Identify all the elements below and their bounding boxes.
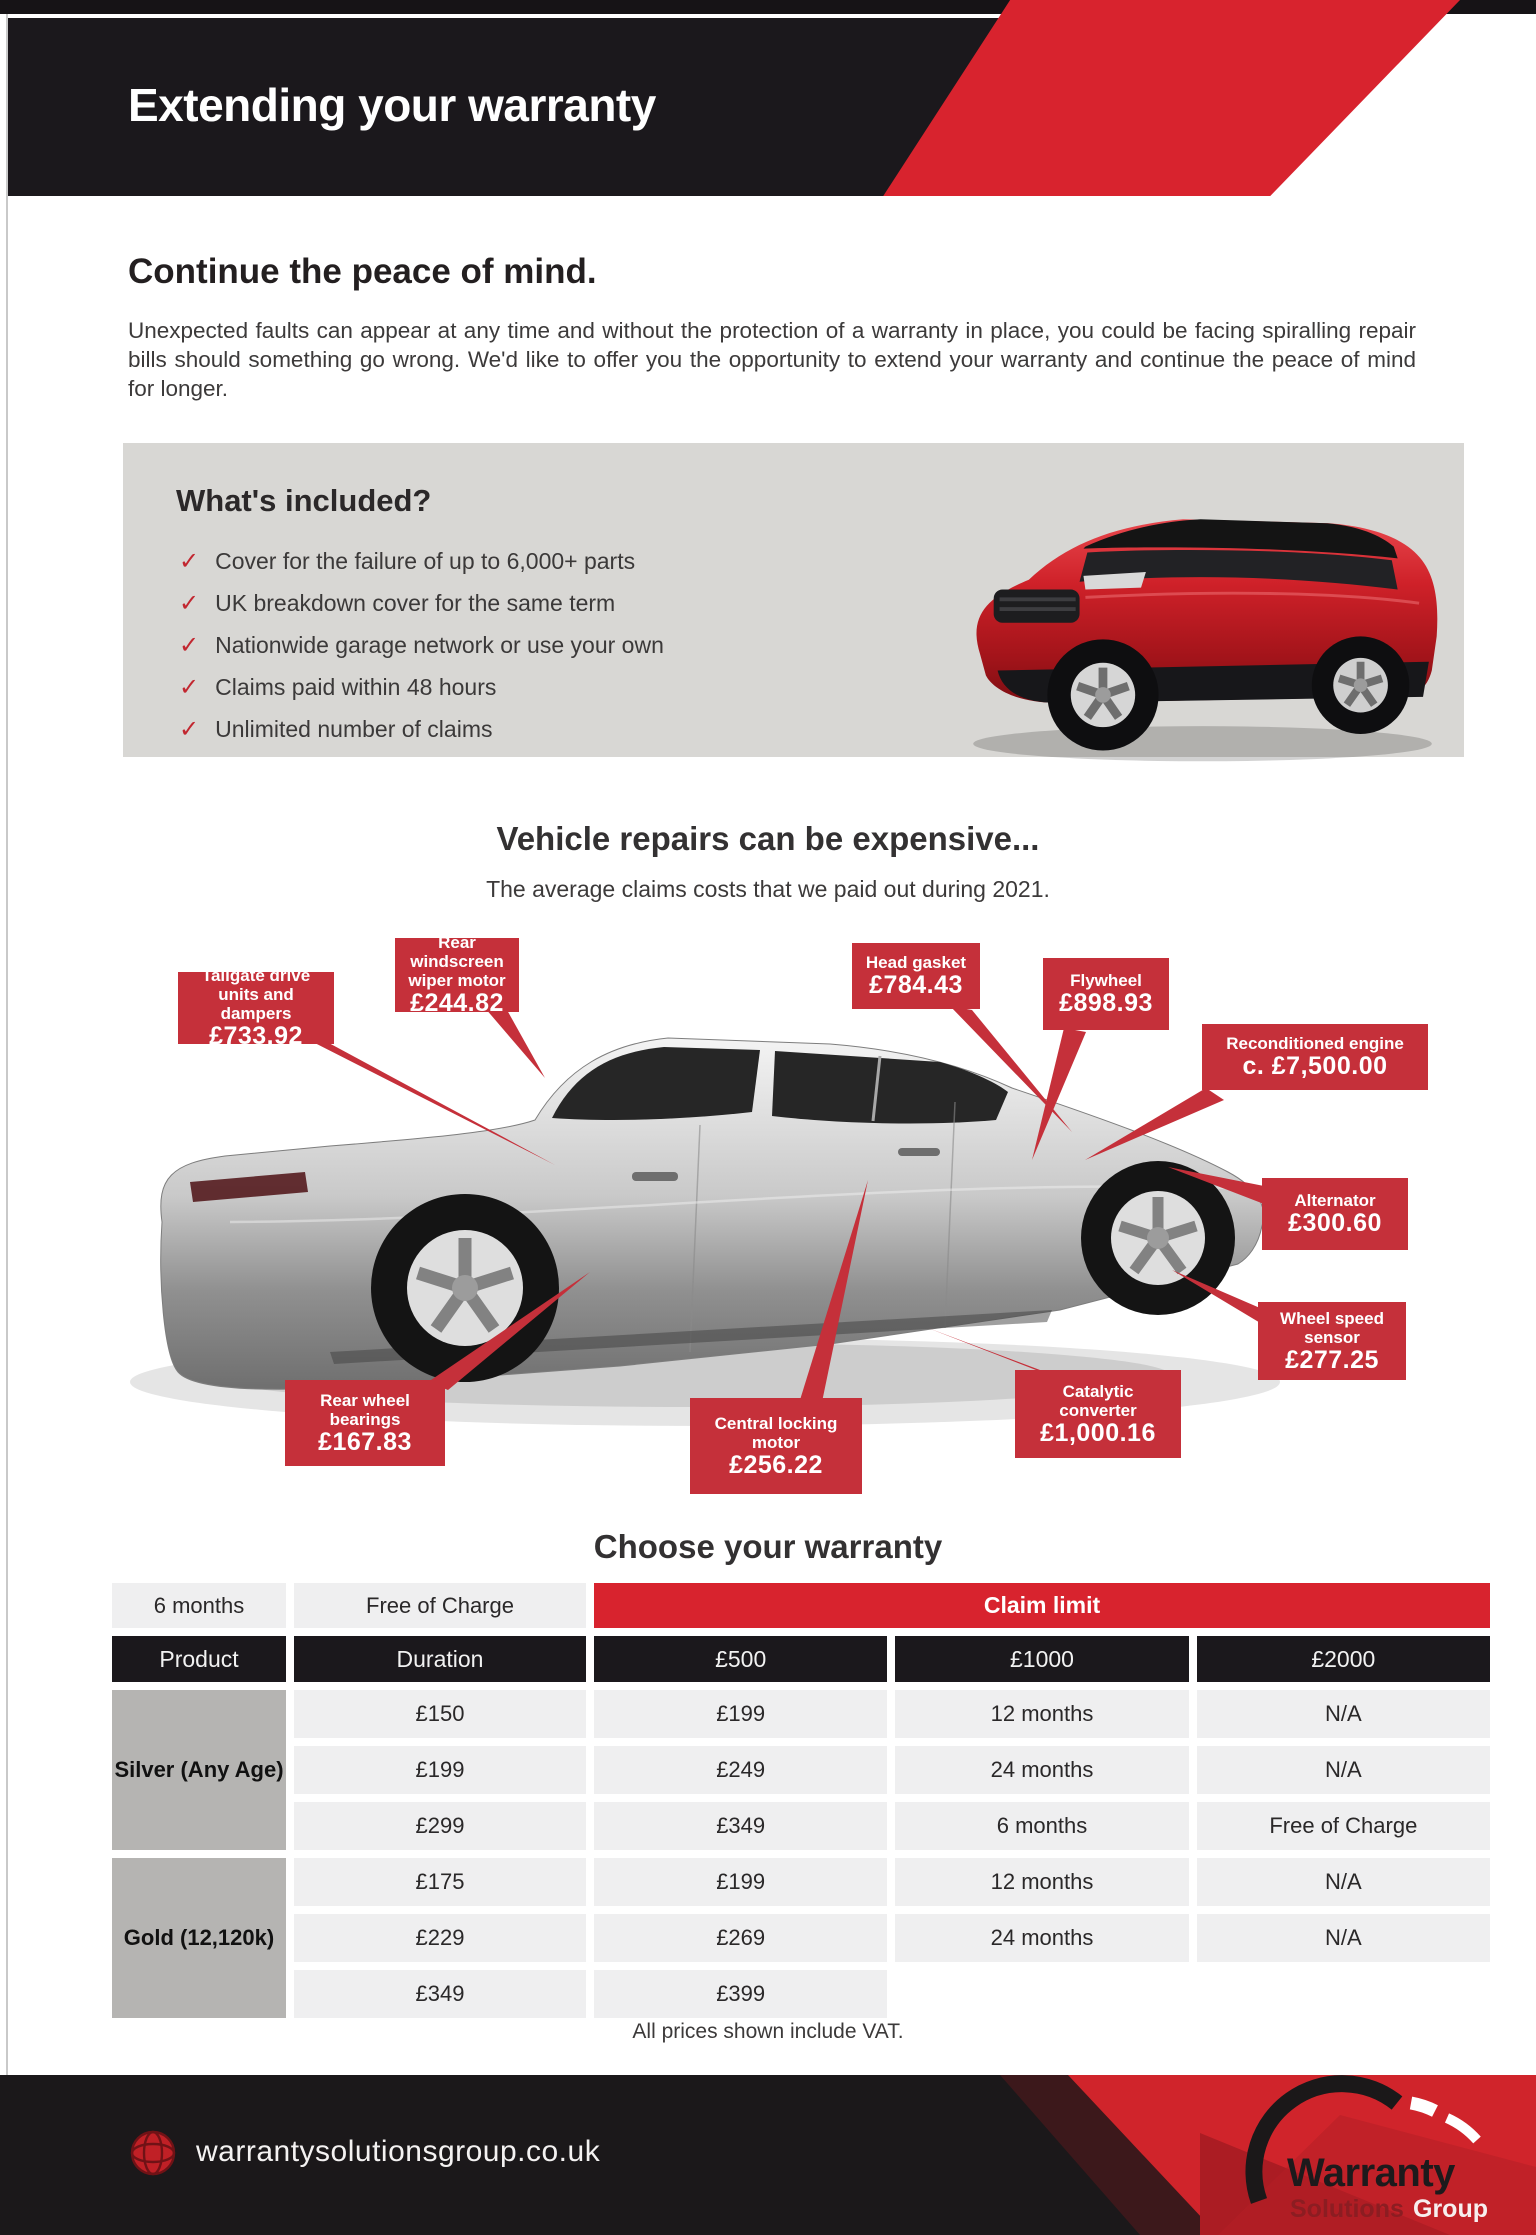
suv-front-wheel — [1047, 639, 1158, 750]
callout-rear-wiper — [395, 933, 519, 1017]
table-cell: 24 months — [895, 1746, 1188, 1794]
intro-paragraph: Unexpected faults can appear at any time and without the protection of a warranty in place, you could be facing spiralling repair bills should something go wrong. We'd like to offer you the opportunity to extend your warranty and continue the peace of mind for longer. — [128, 318, 1416, 401]
list-item-label: Claims paid within 48 hours — [215, 674, 497, 700]
table-cell: £199 — [594, 1690, 887, 1738]
warranty-table — [112, 1583, 1490, 2018]
claim-limit-header: Claim limit — [594, 1583, 1490, 1628]
callout-reconditioned-engine — [1202, 1024, 1428, 1090]
table-cell: £399 — [594, 1970, 887, 2018]
column-header-duration: Duration — [294, 1636, 586, 1682]
page-title: Extending your warranty — [128, 79, 656, 131]
footer-bar — [0, 2075, 1536, 2235]
callout-central-locking-motor — [690, 1398, 862, 1494]
callout-price: £256.22 — [729, 1450, 823, 1479]
table-cell: £150 — [294, 1690, 586, 1738]
column-header-1000: £1000 — [895, 1636, 1188, 1682]
list-item — [179, 673, 664, 715]
callout-label: Flywheel — [1070, 971, 1142, 990]
callout-label: Reconditioned engine — [1226, 1034, 1404, 1053]
repair-costs-diagram — [0, 920, 1536, 1520]
included-heading: What's included? — [176, 483, 432, 518]
included-list — [179, 547, 664, 757]
callout-catalytic-converter — [1015, 1370, 1181, 1458]
list-item-label: Unlimited number of claims — [215, 716, 493, 742]
vat-footnote: All prices shown include VAT. — [632, 2020, 904, 2043]
table-cell: N/A — [1197, 1914, 1490, 1962]
table-cell: 6 months — [112, 1583, 286, 1628]
table-cell: N/A — [1197, 1746, 1490, 1794]
table-cell: £199 — [594, 1858, 887, 1906]
check-icon: ✓ — [179, 674, 200, 701]
website-link[interactable]: warrantysolutionsgroup.co.uk — [196, 2135, 601, 2168]
list-item — [179, 631, 664, 673]
callout-price: £784.43 — [869, 971, 963, 999]
choose-warranty-heading: Choose your warranty — [593, 1528, 943, 1565]
sedan-rear-wheel — [371, 1194, 559, 1382]
list-item — [179, 589, 664, 631]
callout-label: Rear windscreen wiper motor — [408, 933, 506, 990]
callout-label: Alternator — [1294, 1191, 1376, 1210]
callout-label: Head gasket — [865, 953, 967, 972]
callout-price: £167.83 — [318, 1427, 412, 1456]
logo-word-warranty: Warranty — [1287, 2151, 1455, 2195]
globe-icon — [130, 2130, 176, 2176]
product-cell-gold: Gold (12,120k) — [112, 1858, 286, 2018]
callout-price: £300.60 — [1288, 1209, 1382, 1237]
callout-price: £244.82 — [410, 989, 504, 1017]
repairs-heading: Vehicle repairs can be expensive... — [496, 820, 1040, 857]
table-cell: £269 — [594, 1914, 887, 1962]
callout-tailgate — [178, 966, 334, 1050]
callout-price: £733.92 — [209, 1022, 303, 1050]
logo-word-solutions: Solutions — [1290, 2195, 1404, 2223]
check-icon: ✓ — [179, 632, 200, 659]
table-cell: £249 — [594, 1746, 887, 1794]
callout-alternator — [1262, 1178, 1408, 1250]
callout-label: Catalytic converter — [1059, 1381, 1137, 1420]
callout-rear-wheel-bearings — [285, 1380, 445, 1466]
red-suv-image — [935, 451, 1470, 773]
column-header-500: £500 — [594, 1636, 887, 1682]
check-icon: ✓ — [179, 548, 200, 575]
repairs-subheading: The average claims costs that we paid out during 2021. — [486, 876, 1050, 902]
check-icon: ✓ — [179, 716, 200, 743]
callout-price: c. £7,500.00 — [1242, 1052, 1388, 1080]
table-cell: £199 — [294, 1746, 586, 1794]
table-cell: Free of Charge — [294, 1583, 586, 1628]
whats-included-panel — [123, 443, 1464, 757]
callout-price: £1,000.16 — [1040, 1418, 1156, 1447]
callout-wheel-speed-sensor — [1258, 1302, 1406, 1380]
check-icon: ✓ — [179, 590, 200, 617]
intro-heading: Continue the peace of mind. — [128, 252, 597, 291]
table-cell: £349 — [294, 1970, 586, 2018]
table-cell: Free of Charge — [1197, 1802, 1490, 1850]
callout-label: Rear wheel bearings — [320, 1390, 410, 1429]
table-cell: 12 months — [895, 1690, 1188, 1738]
table-cell: £229 — [294, 1914, 586, 1962]
callout-label: Central locking motor — [714, 1413, 838, 1452]
table-cell: 24 months — [895, 1914, 1188, 1962]
suv-rear-wheel — [1312, 636, 1410, 734]
callout-label: Wheel speed sensor — [1280, 1308, 1384, 1347]
column-header-product: Product — [112, 1636, 286, 1682]
table-cell: £349 — [594, 1802, 887, 1850]
table-cell: N/A — [1197, 1858, 1490, 1906]
list-item — [179, 715, 664, 757]
list-item-label: UK breakdown cover for the same term — [215, 590, 616, 616]
callout-label: Tailgate drive units and dampers — [201, 966, 311, 1023]
callout-price: £277.25 — [1285, 1345, 1379, 1374]
product-cell-silver: Silver (Any Age) — [112, 1690, 286, 1850]
table-cell: £175 — [294, 1858, 586, 1906]
table-cell: N/A — [1197, 1690, 1490, 1738]
list-item-label: Nationwide garage network or use your own — [215, 632, 664, 658]
callout-price: £898.93 — [1059, 989, 1153, 1017]
list-item-label: Cover for the failure of up to 6,000+ parts — [215, 548, 636, 574]
list-item — [179, 547, 664, 589]
table-cell: 12 months — [895, 1858, 1188, 1906]
column-header-2000: £2000 — [1197, 1636, 1490, 1682]
callout-flywheel — [1043, 958, 1169, 1030]
table-cell: £299 — [294, 1802, 586, 1850]
warranty-solutions-group-logo — [1225, 2075, 1525, 2235]
callout-head-gasket — [852, 943, 980, 1009]
table-cell: 6 months — [895, 1802, 1188, 1850]
logo-word-group: Group — [1413, 2195, 1488, 2223]
